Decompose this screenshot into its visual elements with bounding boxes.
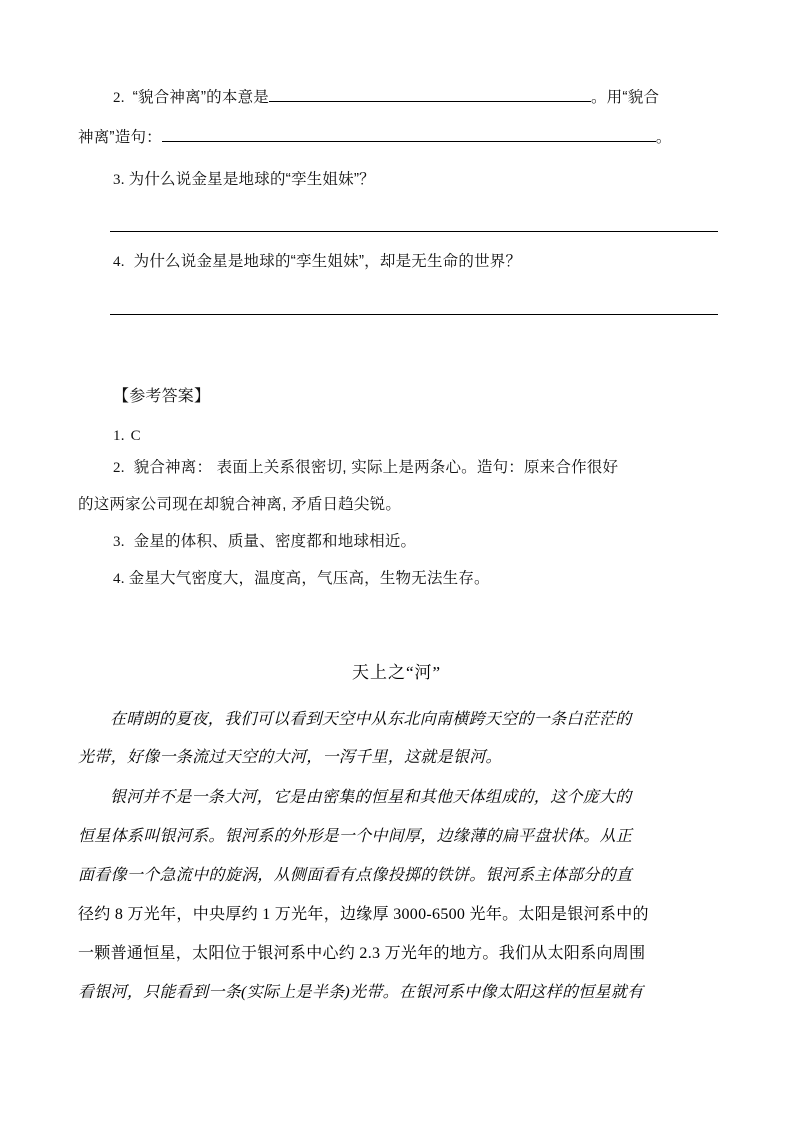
answer-3-text: 金星的体积、质量、密度都和地球相近。	[133, 533, 417, 550]
article-p1-l1-text: 在晴朗的夏夜，我们可以看到天空中从东北向南横跨天空的一条白茫茫的	[110, 711, 632, 728]
article-paragraph-1-line-2	[78, 738, 502, 778]
answer-key-item-3	[113, 522, 416, 562]
article-p2-l4-text: 径约 8 万光年，中央厚约 1 万光年，边缘厚 3000-6500 光年。太阳是银河系中的	[78, 906, 649, 923]
question-3-text: 为什么说金星是地球的“孪生姐妹”？	[128, 171, 375, 188]
answer-2-line-2-text: 的这两家公司现在却貌合神离, 矛盾日趋尖锐。	[78, 496, 402, 513]
article-p2-l3-text: 面看像一个急流中的旋涡，从侧面看有点像投掷的铁饼。银河系主体部分的直	[78, 867, 633, 884]
answer-1-text: C	[130, 428, 141, 444]
answer-rule-q3[interactable]	[110, 231, 718, 232]
answer-key-item-2-line-1	[113, 448, 618, 488]
answer-4-number: 4.	[113, 571, 125, 587]
answer-4-text: 金星大气密度大，温度高，气压高，生物无法生存。	[128, 570, 490, 587]
article-title	[0, 658, 793, 683]
question-4-number: 4.	[113, 254, 125, 270]
answer-rule-q4[interactable]	[110, 314, 718, 315]
question-2-blank-2[interactable]	[162, 126, 656, 142]
article-p2-l5-text: 一颗普通恒星，太阳位于银河系中心约 2.3 万光年的地方。我们从太阳系向周围	[78, 945, 646, 962]
article-paragraph-2-line-1	[110, 778, 632, 818]
article-p2-l6-text: 看银河，只能看到一条(实际上是半条)光带。在银河系中像太阳这样的恒星就有	[78, 984, 644, 1001]
article-paragraph-2-line-4	[78, 895, 649, 935]
question-3-number: 3.	[113, 172, 125, 188]
answer-2-line-1-text: 貌合神离： 表面上关系很密切, 实际上是两条心。造句：原来合作很好	[133, 459, 619, 476]
question-2-number: 2.	[113, 90, 125, 106]
answer-3-number: 3.	[113, 534, 125, 550]
article-paragraph-2-line-2	[78, 817, 632, 857]
article-paragraph-2-line-5	[78, 934, 645, 974]
article-title-text: 天上之“河”	[351, 663, 442, 682]
question-2-line-1	[113, 78, 659, 118]
question-2-after-blank-2: 。	[655, 129, 672, 146]
question-2-blank-1[interactable]	[269, 86, 591, 102]
article-p2-l1-text: 银河并不是一条大河，它是由密集的恒星和其他天体组成的，这个庞大的	[110, 789, 632, 806]
answer-key-item-4	[113, 559, 490, 599]
answer-key-item-2-line-2	[78, 485, 401, 525]
article-p2-l2-text: 恒星体系叫银河系。银河系的外形是一个中间厚，边缘薄的扁平盘状体。从正	[78, 828, 633, 845]
question-4	[113, 242, 521, 282]
question-2-line-2	[78, 118, 672, 158]
question-2-lead-text: “貌合神离”的本意是	[132, 89, 269, 106]
answer-key-heading-text: 【参考答案】	[113, 388, 211, 405]
question-2-after-blank-1: 。用“貌合	[590, 89, 660, 106]
article-paragraph-1-line-1	[110, 700, 632, 740]
article-p1-l2-text: 光带，好像一条流过天空的大河，一泻千里，这就是银河。	[78, 749, 502, 766]
question-2-line2-lead: 神离”造句：	[78, 129, 162, 146]
article-paragraph-2-line-3	[78, 856, 632, 896]
question-3	[113, 160, 375, 200]
answer-2-number: 2.	[113, 460, 125, 476]
answer-1-number: 1.	[113, 428, 125, 444]
answer-key-heading	[113, 377, 210, 417]
article-paragraph-2-line-6	[78, 973, 643, 1013]
question-4-text: 为什么说金星是地球的“孪生姐妹”，却是无生命的世界？	[133, 253, 522, 270]
